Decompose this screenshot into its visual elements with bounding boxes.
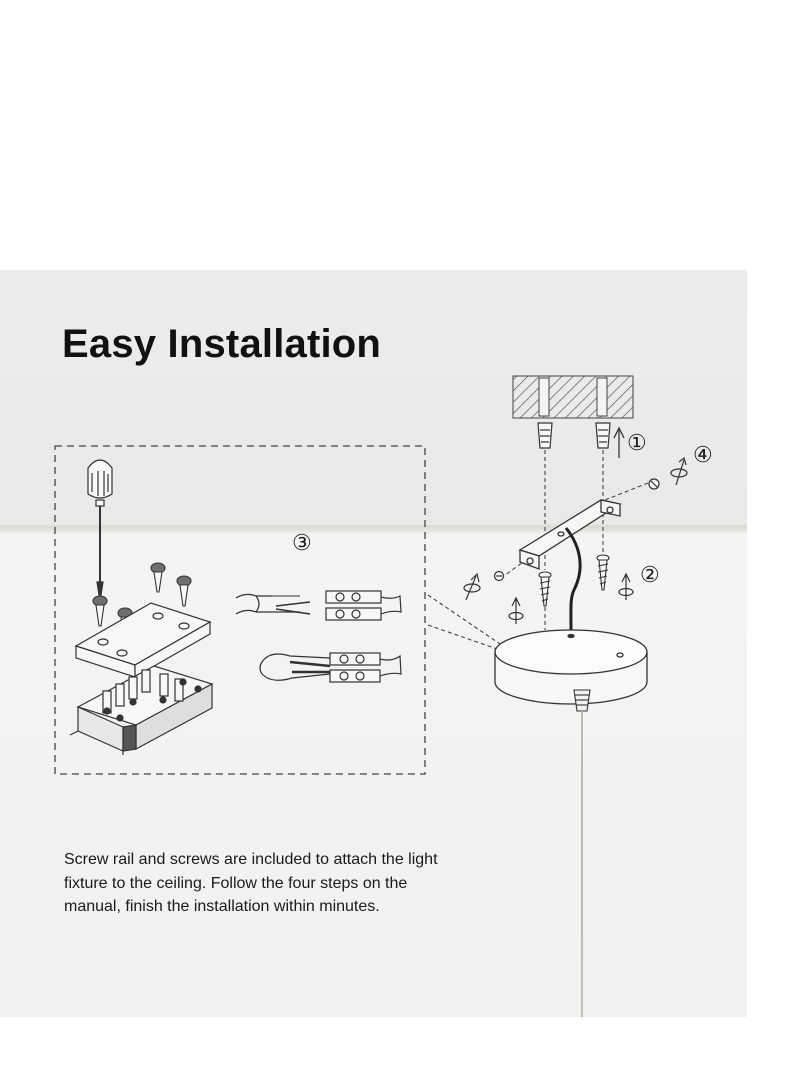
rotate-arrow-icon: [464, 574, 480, 600]
cap-screw: [649, 479, 659, 489]
page-title: Easy Installation: [62, 322, 382, 366]
terminal-block-cover: [76, 603, 210, 677]
ceiling-block: [513, 376, 633, 418]
cord-grip: [574, 690, 590, 711]
rotate-arrow-icon: [671, 458, 687, 485]
wall-anchor-right: [596, 423, 610, 448]
description-text: Screw rail and screws are included to attach the light fixture to the ceiling. Follow the four steps on the manual, finish the installation within minutes.: [64, 851, 438, 915]
screwdriver-icon: [88, 460, 112, 595]
wire-connector-diagram: [236, 591, 401, 620]
ceiling-canopy: [495, 630, 647, 704]
screw-right: [597, 555, 609, 590]
installation-panel: [0, 270, 747, 1017]
bracket-nut: [495, 572, 504, 581]
wire-connector-diagram: [260, 653, 401, 682]
step-2-label: ②: [640, 563, 660, 588]
step-3-label: ③: [292, 531, 312, 556]
arrow-up-icon: [614, 428, 624, 458]
terminal-block: [70, 666, 212, 755]
wall-anchor-left: [538, 423, 552, 448]
step-1-label: ①: [627, 431, 647, 456]
screw-left: [539, 572, 551, 606]
step-4-label: ④: [693, 443, 713, 468]
